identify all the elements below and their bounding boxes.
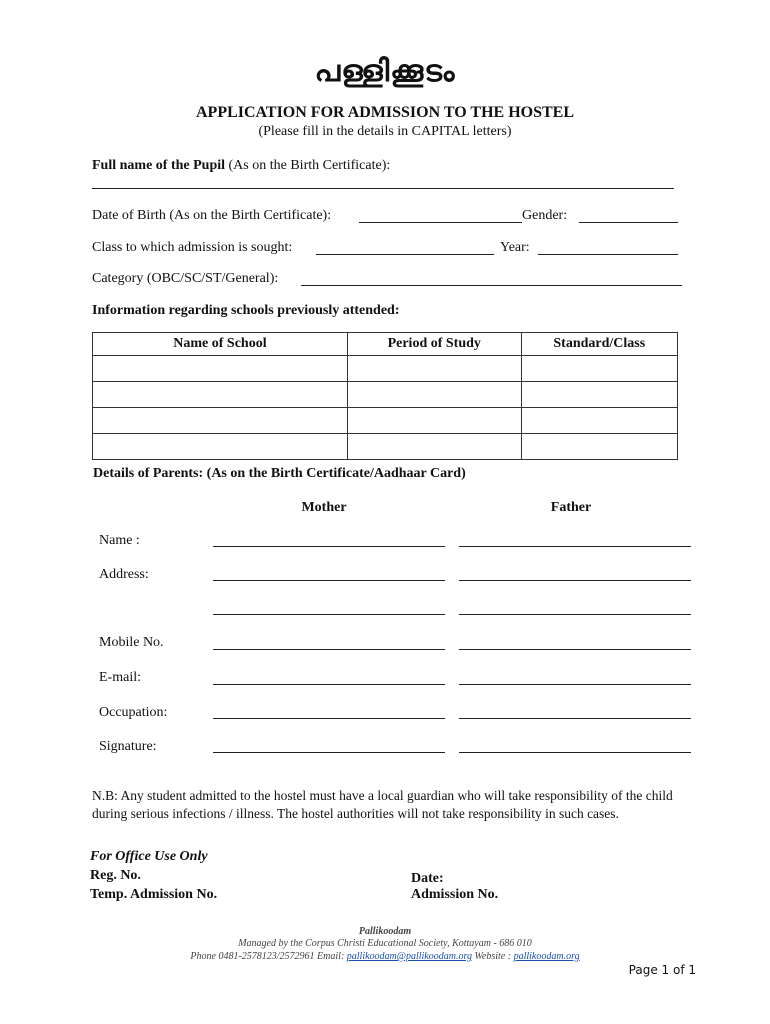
year-field[interactable]: [538, 254, 678, 255]
table-cell[interactable]: [347, 408, 521, 434]
parent-email-label: E-mail:: [99, 670, 141, 685]
father-signature-field[interactable]: [459, 752, 691, 753]
gender-label: Gender:: [522, 208, 568, 223]
table-cell[interactable]: [521, 434, 677, 460]
table-row: [93, 382, 678, 408]
table-cell[interactable]: [93, 382, 348, 408]
footer-contact: [0, 951, 770, 962]
table-cell[interactable]: [521, 356, 677, 382]
office-heading: For Office Use Only: [90, 849, 208, 864]
fullname-label-note: (As on the Birth Certificate):: [225, 158, 391, 173]
table-cell[interactable]: [521, 408, 677, 434]
mother-name-field[interactable]: [213, 546, 445, 547]
father-mobile-field[interactable]: [459, 649, 691, 650]
reg-no-label: Reg. No.: [90, 868, 141, 883]
mother-occupation-field[interactable]: [213, 718, 445, 719]
gender-field[interactable]: [579, 222, 678, 223]
father-email-field[interactable]: [459, 684, 691, 685]
footer-website-label: Website :: [474, 951, 512, 962]
parent-name-label: Name :: [99, 533, 140, 548]
year-label: Year:: [500, 240, 530, 255]
father-heading: Father: [550, 500, 592, 515]
page-number: Page 1 of 1: [628, 963, 696, 977]
mother-email-field[interactable]: [213, 684, 445, 685]
parent-address-label: Address:: [99, 567, 149, 582]
category-label: Category (OBC/SC/ST/General):: [92, 271, 279, 286]
table-cell[interactable]: [347, 382, 521, 408]
schools-heading: Information regarding schools previously attended:: [92, 303, 400, 318]
table-row: [93, 356, 678, 382]
mother-heading: Mother: [301, 500, 347, 515]
category-field[interactable]: [301, 285, 682, 286]
schools-table: [92, 332, 678, 460]
logo-text: പള്ളിക്കൂടം: [314, 54, 456, 89]
admission-no-label: Admission No.: [411, 887, 499, 902]
date-label: Date:: [411, 871, 444, 886]
temp-admission-label: Temp. Admission No.: [90, 887, 218, 902]
fullname-label-bold: Full name of the Pupil: [92, 158, 226, 173]
footer-org: Pallikoodam: [358, 926, 412, 937]
dob-label: Date of Birth (As on the Birth Certificate):: [92, 208, 332, 223]
father-address-field-2[interactable]: [459, 614, 691, 615]
fullname-label: [92, 158, 390, 174]
col-standard-class: Standard/Class: [521, 333, 677, 356]
table-cell[interactable]: [93, 434, 348, 460]
table-cell[interactable]: [347, 434, 521, 460]
parent-occupation-label: Occupation:: [99, 705, 168, 720]
table-row: [93, 408, 678, 434]
mother-address-field-2[interactable]: [213, 614, 445, 615]
col-period-of-study: Period of Study: [347, 333, 521, 356]
footer-website-link[interactable]: pallikoodam.org: [513, 951, 580, 962]
mother-address-field[interactable]: [213, 580, 445, 581]
footer-managed: Managed by the Corpus Christi Educational Society, Kottayam - 686 010: [238, 938, 532, 949]
parents-heading: Details of Parents: (As on the Birth Certificate/Aadhaar Card): [93, 466, 466, 481]
col-name-of-school: Name of School: [93, 333, 348, 356]
form-title: APPLICATION FOR ADMISSION TO THE HOSTEL: [195, 104, 574, 121]
table-cell[interactable]: [93, 408, 348, 434]
parent-mobile-label: Mobile No.: [99, 635, 164, 650]
class-field[interactable]: [316, 254, 494, 255]
footer-phone: Phone 0481-2578123/2572961 Email:: [190, 951, 345, 962]
class-label: Class to which admission is sought:: [92, 240, 293, 255]
nb-note: N.B: Any student admitted to the hostel must have a local guardian who will take responsibility of the child during serious infections / illness. The hostel authorities will not take responsibility in such cases.: [92, 788, 673, 821]
table-cell[interactable]: [93, 356, 348, 382]
table-cell[interactable]: [521, 382, 677, 408]
dob-field[interactable]: [359, 222, 522, 223]
table-cell[interactable]: [347, 356, 521, 382]
mother-mobile-field[interactable]: [213, 649, 445, 650]
father-address-field[interactable]: [459, 580, 691, 581]
father-occupation-field[interactable]: [459, 718, 691, 719]
fullname-field[interactable]: [92, 188, 674, 189]
parent-signature-label: Signature:: [99, 739, 157, 754]
schools-header-row: [93, 333, 678, 356]
mother-signature-field[interactable]: [213, 752, 445, 753]
form-subtitle: (Please fill in the details in CAPITAL letters): [258, 124, 512, 139]
table-row: [93, 434, 678, 460]
father-name-field[interactable]: [459, 546, 691, 547]
footer-email-link[interactable]: pallikoodam@pallikoodam.org: [346, 951, 472, 962]
